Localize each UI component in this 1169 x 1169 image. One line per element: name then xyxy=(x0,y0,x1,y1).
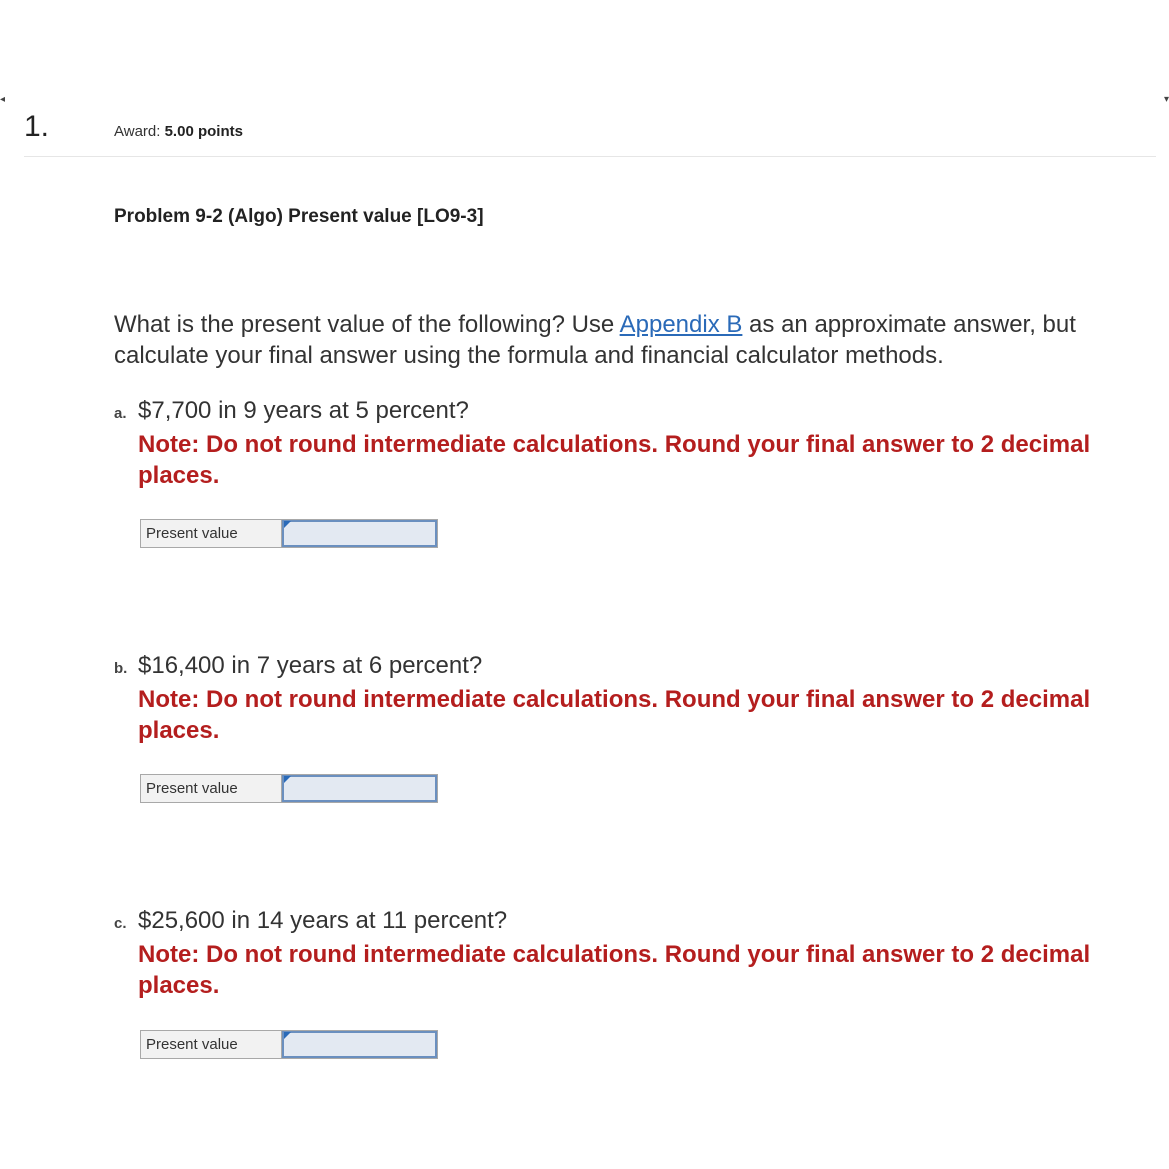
present-value-input-b[interactable] xyxy=(282,775,437,802)
rounding-note: Note: Do not round intermediate calculations. Round your final answer to 2 decimal places. xyxy=(138,686,1091,744)
part-c xyxy=(114,905,1114,1001)
answer-row-a xyxy=(140,519,438,548)
part-letter: a. xyxy=(114,405,127,422)
rounding-note: Note: Do not round intermediate calculations. Round your final answer to 2 decimal places. xyxy=(138,941,1091,999)
header-divider xyxy=(24,156,1156,157)
part-letter: c. xyxy=(114,915,127,932)
flag-icon xyxy=(284,776,291,783)
part-b xyxy=(114,650,1114,746)
present-value-input-c[interactable] xyxy=(282,1031,437,1058)
flag-icon xyxy=(284,1032,291,1039)
answer-row-c xyxy=(140,1030,438,1059)
intro-text-before: What is the present value of the following? Use xyxy=(114,311,620,338)
part-question: $16,400 in 7 years at 6 percent? xyxy=(138,652,483,679)
edge-marker-left: ◂ xyxy=(0,94,6,105)
rounding-note: Note: Do not round intermediate calculations. Round your final answer to 2 decimal places. xyxy=(138,431,1091,489)
part-letter: b. xyxy=(114,660,128,677)
question-number: 1. xyxy=(24,110,50,143)
edge-marker-right: ▾ xyxy=(1163,94,1169,105)
answer-label: Present value xyxy=(141,775,282,802)
award-label: Award: xyxy=(114,123,161,140)
problem-intro xyxy=(114,309,1144,371)
appendix-b-link[interactable]: Appendix B xyxy=(619,311,743,338)
part-a xyxy=(114,395,1114,491)
problem-title: Problem 9-2 (Algo) Present value [LO9-3] xyxy=(114,206,484,227)
intro-text-after: as an approximate answer, but calculate your final answer using the formula and financial calculator methods. xyxy=(114,311,1076,369)
answer-row-b xyxy=(140,774,438,803)
award-points: 5.00 points xyxy=(164,123,243,140)
answer-label: Present value xyxy=(141,1031,282,1058)
part-question: $7,700 in 9 years at 5 percent? xyxy=(138,397,469,424)
award-info xyxy=(114,123,243,140)
present-value-input-a[interactable] xyxy=(282,520,437,547)
answer-label: Present value xyxy=(141,520,282,547)
flag-icon xyxy=(284,521,291,528)
part-question: $25,600 in 14 years at 11 percent? xyxy=(138,907,508,934)
